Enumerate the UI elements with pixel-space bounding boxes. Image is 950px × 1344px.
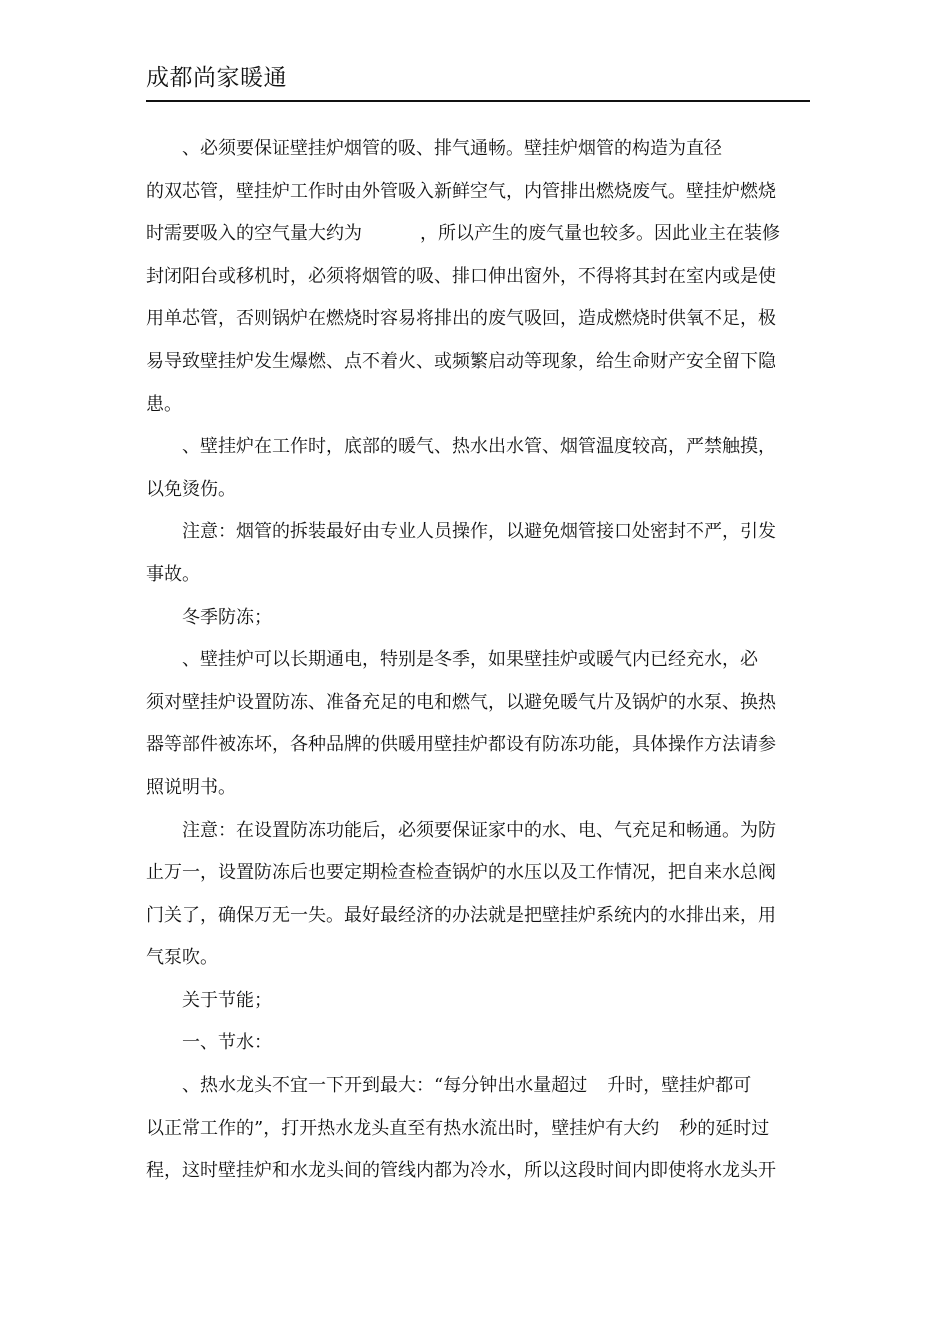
paragraph-note-antifreeze [146,810,810,980]
text-line: 患。 [146,393,182,415]
text-line: 、必须要保证壁挂炉烟管的吸、排气通畅。壁挂炉烟管的构造为直径 [182,138,722,159]
text-line: 事故。 [146,563,200,585]
text-line: 、壁挂炉可以长期通电，特别是冬季，如果壁挂炉或暖气内已经充水，必 [182,649,758,671]
paragraph-note-flue [146,511,810,596]
text-line: 一、节水： [182,1032,272,1054]
header-title: 成都尚家暖通 [146,65,287,91]
text-line: 门关了，确保万无一失。最好最经济的办法就是把壁挂炉系统内的水排出来，用 [146,904,776,926]
text-line: 冬季防冻； [182,606,272,628]
paragraph-flue-pipe [146,128,810,426]
text-line: 易导致壁挂炉发生爆燃、点不着火、或频繁启动等现象，给生命财产安全留下隐 [146,350,776,372]
text-segment: ，所以产生的废气量也较多。因此业主在装修 [420,223,780,245]
section-heading-water-saving [146,1022,810,1065]
document-body [146,128,810,1193]
text-line: 止万一，设置防冻后也要定期检查检查锅炉的水压以及工作情况，把自来水总阀 [146,862,776,884]
text-line: 关于节能； [182,989,272,1011]
text-line: 、壁挂炉在工作时，底部的暖气、热水出水管、烟管温度较高，严禁触摸， [182,436,776,458]
text-line [146,213,810,256]
paragraph-hot-water-tap [146,1065,810,1193]
text-line: 封闭阳台或移机时，必须将烟管的吸、排口伸出窗外，不得将其封在室内或是使 [146,265,776,287]
text-line [146,1108,810,1151]
section-heading-energy [146,980,810,1023]
paragraph-antifreeze [146,639,810,809]
section-heading-winter [146,597,810,640]
text-segment: 时需要吸入的空气量大约为 [146,223,362,245]
text-segment: 秒的延时过 [679,1117,770,1139]
text-segment: 以正常工作的”，打开热水龙头直至有热水流出时，壁挂炉有大约 [146,1117,660,1139]
text-segment: 升时，壁挂炉都可 [607,1075,752,1097]
text-line: 以免烫伤。 [146,478,236,500]
text-line: 须对壁挂炉设置防冻、准备充足的电和燃气，以避免暖气片及锅炉的水泵、换热 [146,691,776,713]
page-header [146,62,810,102]
text-line: 程，这时壁挂炉和水龙头间的管线内都为冷水，所以这段时间内即使将水龙头开 [146,1160,776,1182]
text-line: 用单芯管，否则锅炉在燃烧时容易将排出的废气吸回，造成燃烧时供氧不足，极 [146,308,776,330]
text-line: 注意：烟管的拆装最好由专业人员操作，以避免烟管接口处密封不严，引发 [182,521,776,543]
text-line: 照说明书。 [146,776,236,798]
text-line: 器等部件被冻坏，各种品牌的供暖用壁挂炉都设有防冻功能，具体操作方法请参 [146,734,776,756]
paragraph-hot-parts [146,426,810,511]
text-line [146,1065,810,1108]
text-segment: 、热水龙头不宜一下开到最大：“每分钟出水量超过 [182,1075,588,1097]
text-line: 气泵吹。 [146,947,218,969]
text-line: 的双芯管，壁挂炉工作时由外管吸入新鲜空气，内管排出燃烧废气。壁挂炉燃烧 [146,180,776,202]
text-line: 注意：在设置防冻功能后，必须要保证家中的水、电、气充足和畅通。为防 [182,819,776,841]
